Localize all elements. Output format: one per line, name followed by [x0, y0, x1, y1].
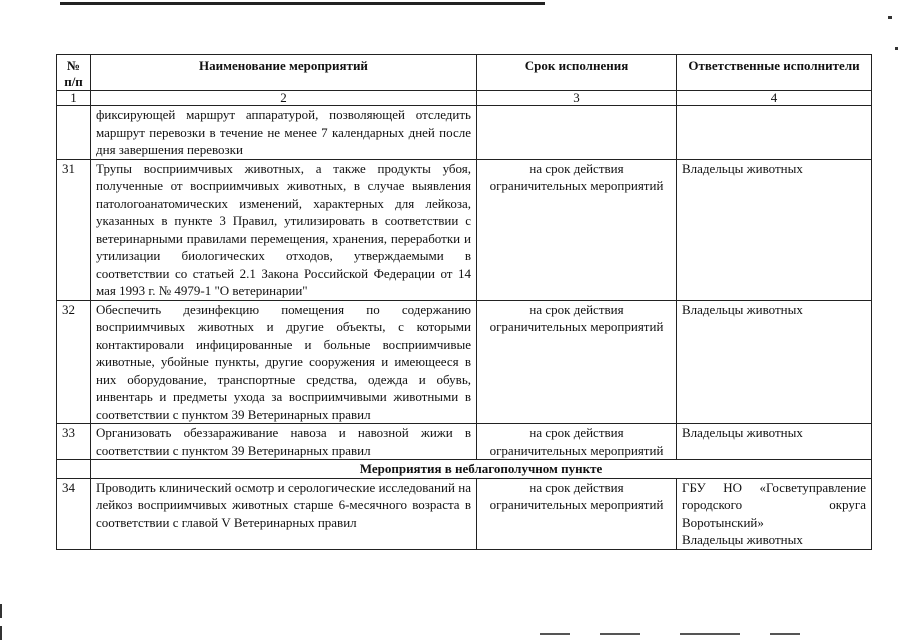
column-number-row: [57, 91, 872, 106]
scan-speck: [895, 47, 898, 50]
measures-table: [56, 54, 872, 550]
measure-text: Организовать обеззараживание навоза и навозной жижи в соответствии с пунктом 39 Ветеринарных правил: [91, 424, 477, 460]
column-number: 2: [91, 91, 477, 106]
measure-term: на срок действия ограничительных мероприятий: [477, 424, 677, 460]
header-responsible: Ответственные исполнители: [677, 55, 872, 91]
measure-text: Трупы восприимчивых животных, а также продукты убоя, полученные от восприимчивых животных, в случае выявления патологоанатомических изменений, характерных для лейкоза, указанных в пункте 3 Правил, утилизировать в соответствии с ветеринарными правилами перемещения, хранения, переработки и утилизации биологических отходов, утверждаемыми в соответствии со статьей 2.1 Закона Российской Федерации от 14 мая 1993 г. № 4979-1 "О ветеринарии": [91, 159, 477, 300]
measure-responsible: [677, 106, 872, 160]
table-row: [57, 159, 872, 300]
measure-term: [477, 106, 677, 160]
section-title: Мероприятия в неблагополучном пункте: [91, 460, 872, 479]
bottom-rule: [600, 633, 640, 635]
measure-term: на срок действия ограничительных мероприятий: [477, 300, 677, 424]
margin-mark: [0, 604, 2, 618]
header-num: № п/п: [57, 55, 91, 91]
measure-responsible: [677, 478, 872, 549]
measure-text: Проводить клинический осмотр и серологические исследований на лейкоз восприимчивых животных старше 6-месячного возраста в соответствии с главой V Ветеринарных правил: [91, 478, 477, 549]
measure-text: Обеспечить дезинфекцию помещения по содержанию восприимчивых животных и другие объекты, с которыми контактировали инфицированные и больные восприимчивые животные, убойные пункты, другие сооружения и имеющееся в них оборудование, транспортные средства, одежда и обувь, инвентарь и предметы ухода за восприимчивыми животными в соответствии с пунктом 39 Ветеринарных правил: [91, 300, 477, 424]
column-number: 4: [677, 91, 872, 106]
table-row: [57, 106, 872, 160]
row-number: 31: [57, 159, 91, 300]
scan-speck: [888, 16, 892, 19]
row-number: [57, 106, 91, 160]
measure-responsible: Владельцы животных: [677, 159, 872, 300]
measure-term: на срок действия ограничительных мероприятий: [477, 159, 677, 300]
section-spacer: [57, 460, 91, 479]
bottom-rule: [680, 633, 740, 635]
responsible-org: ГБУ НО «Госветуправление городского округа Воротынский»: [682, 479, 866, 530]
bottom-rule: [770, 633, 800, 635]
table-row: [57, 478, 872, 549]
measure-term: на срок действия ограничительных мероприятий: [477, 478, 677, 549]
bottom-rule: [540, 633, 570, 635]
table-row: [57, 300, 872, 424]
table-row: [57, 424, 872, 460]
responsible-owners: Владельцы животных: [682, 532, 803, 547]
row-number: 33: [57, 424, 91, 460]
top-rule: [60, 2, 545, 5]
row-number: 34: [57, 478, 91, 549]
measure-text: фиксирующей маршрут аппаратурой, позволяющей отследить маршрут перевозки в течение не менее 7 календарных дней после дня завершения перевозки: [91, 106, 477, 160]
column-number: 1: [57, 91, 91, 106]
header-name: Наименование мероприятий: [91, 55, 477, 91]
row-number: 32: [57, 300, 91, 424]
margin-mark: [0, 626, 2, 640]
section-row: [57, 460, 872, 479]
column-number: 3: [477, 91, 677, 106]
header-row: [57, 55, 872, 91]
measure-responsible: Владельцы животных: [677, 424, 872, 460]
measure-responsible: Владельцы животных: [677, 300, 872, 424]
header-term: Срок исполнения: [477, 55, 677, 91]
